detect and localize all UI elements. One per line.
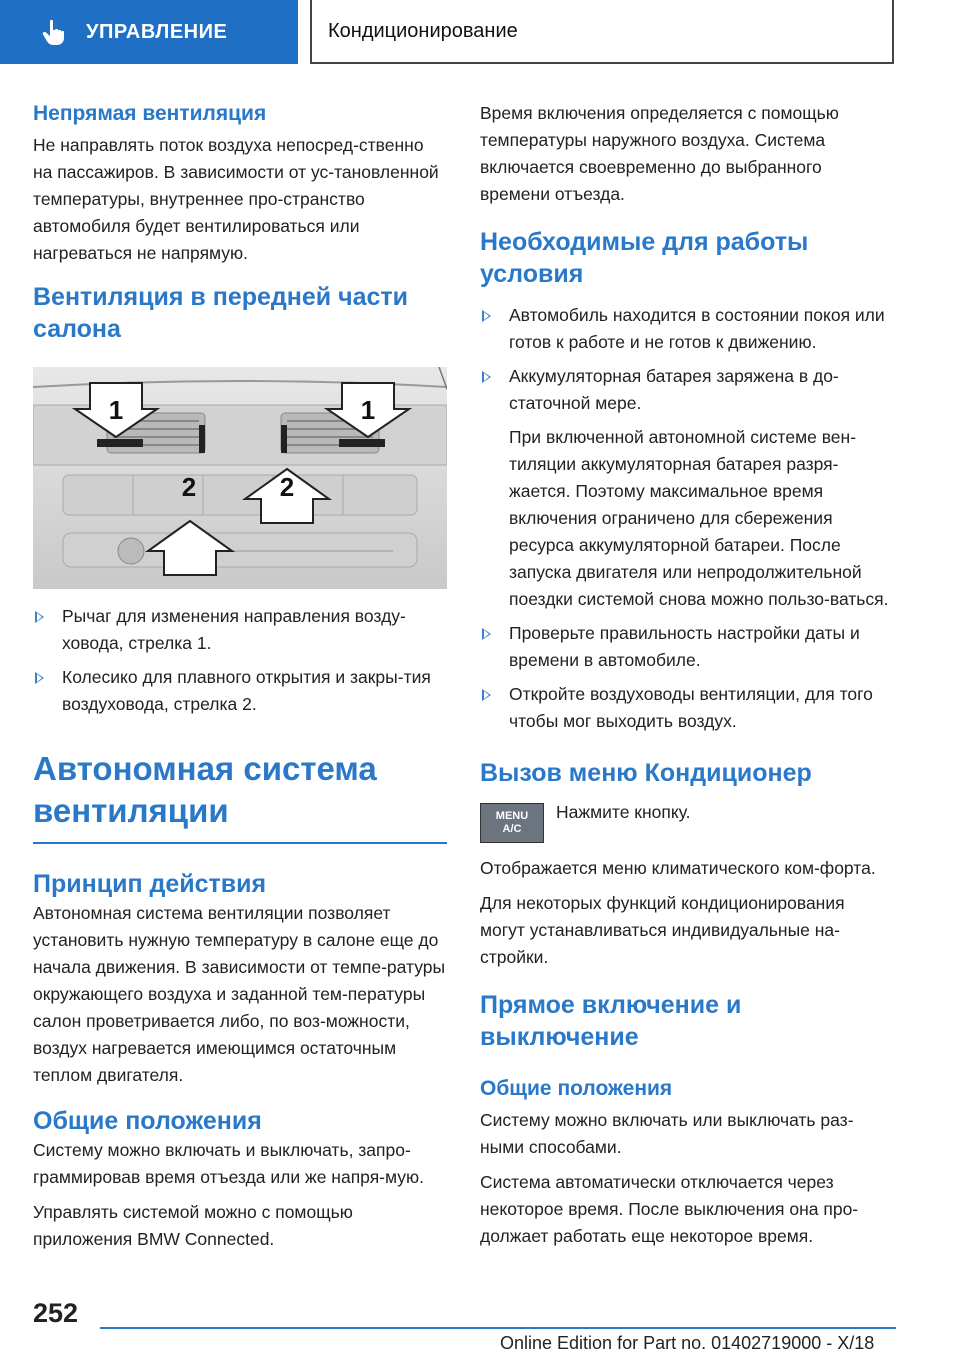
direct-text-2: Система автоматически отключается через некоторое время. После выключения она про-должает работать еще некоторое время.: [480, 1172, 859, 1246]
right-column: [480, 100, 894, 1250]
triangle-bullet-icon: [482, 371, 491, 383]
conditions-list: [480, 302, 894, 735]
indirect-ventilation-text: Не направлять поток воздуха непосред-ственно на пассажиров. В зависимости от ус-тановленной температуры, внутреннее про-странство автомобиля будет вентилироваться или нагреваться не напрямую.: [33, 135, 439, 263]
arrow-1-left-label: 1: [108, 395, 124, 425]
dashboard-vents-image: [33, 367, 447, 589]
menu-ac-button-icon: MENU A/C: [480, 803, 544, 843]
menu-text-2: Для некоторых функций кондиционирования могут устанавливаться индивидуальные на-стройки.: [480, 893, 845, 967]
hand-pointer-icon: [40, 18, 68, 46]
front-ventilation-heading: Вентиляция в передней части салона: [33, 283, 409, 343]
left-column: [33, 100, 447, 1253]
list-item: Аккумуляторная батарея заряжена в до-статочной мере.: [480, 363, 894, 417]
arrow-1-right-label: 1: [360, 395, 376, 425]
triangle-bullet-icon: [35, 672, 44, 684]
menu-heading: Вызов меню Кондиционер: [480, 759, 812, 787]
triangle-bullet-icon: [35, 611, 44, 623]
indirect-ventilation-heading: Непрямая вентиляция: [33, 102, 267, 125]
menu-press-text: Нажмите кнопку.: [556, 802, 691, 822]
section-label: УПРАВЛЕНИЕ: [86, 20, 228, 43]
general-text-1: Систему можно включать и выключать, запро-граммировав время отъезда или же напря-мую.: [33, 1140, 424, 1187]
triangle-bullet-icon: [482, 628, 491, 640]
page-number: 252: [33, 1298, 79, 1328]
direct-general-heading: Общие положения: [480, 1077, 673, 1100]
general-text-2: Управлять системой можно с помощью приложения BMW Connected.: [33, 1202, 353, 1249]
activation-time-text: Время включения определяется с помощью температуры наружного воздуха. Система включается своевременно до выбранного времени отъезда.: [480, 103, 839, 204]
principle-heading: Принцип действия: [33, 870, 267, 898]
arrow-2-right-label: 2: [279, 472, 295, 502]
triangle-bullet-icon: [482, 310, 491, 322]
direct-text-1: Систему можно включать или выключать раз-ными способами.: [480, 1110, 854, 1157]
section-tab[interactable]: [0, 0, 298, 64]
conditions-heading: Необходимые для работы условия: [480, 228, 809, 288]
principle-text: Автономная система вентиляции позволяет установить нужную температуру в салоне еще до начала движения. В зависимости от темпе-ратуры окружающего воздуха и заданной тем-пературы салон проветривается либо, по воз-можности, воздух нагревается имеющимся остаточным теплом двигателя.: [33, 903, 446, 1085]
list-item: Проверьте правильность настройки даты и времени в автомобиле.: [480, 620, 894, 674]
front-bullets: [33, 603, 447, 718]
direct-switch-heading: Прямое включение и выключение: [480, 991, 742, 1051]
battery-note: При включенной автономной системе вен-тиляции аккумуляторная батарея разря-жается. Поэтому максимальное время включения ограничено для сбережения ресурса аккумуляторной батареи. После запуска двигателя или непродолжительной поездки системой снова можно пользо-ваться.: [509, 427, 889, 609]
list-item: Колесико для плавного открытия и закры-тия воздуховода, стрелка 2.: [33, 664, 447, 718]
list-item: Автомобиль находится в состоянии покоя или готов к работе и не готов к движению.: [480, 302, 894, 356]
arrow-2-left-label: 2: [181, 472, 197, 502]
triangle-bullet-icon: [482, 689, 491, 701]
autonomous-ventilation-heading: Автономная система вентиляции: [33, 750, 377, 829]
heading-rule: [33, 842, 447, 844]
list-item: Рычаг для изменения направления возду-ховода, стрелка 1.: [33, 603, 447, 657]
menu-text-1: Отображается меню климатического ком-форта.: [480, 858, 876, 878]
footer-rule: [100, 1327, 896, 1329]
chapter-title: Кондиционирование: [328, 19, 518, 42]
chapter-box: [310, 0, 894, 64]
general-heading: Общие положения: [33, 1107, 262, 1135]
vent-figure: [33, 367, 447, 589]
list-item: Откройте воздуховоды вентиляции, для того чтобы мог выходить воздух.: [480, 681, 894, 735]
menu-press-row: [480, 803, 894, 843]
footer-edition: Online Edition for Part no. 01402719000 - X/18: [500, 1333, 875, 1353]
